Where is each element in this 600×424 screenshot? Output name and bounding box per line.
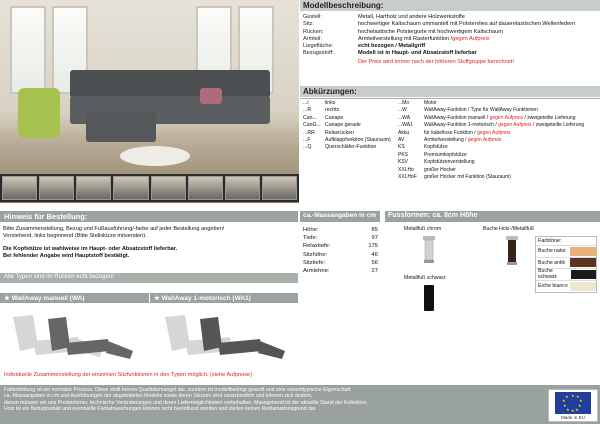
masse-row	[303, 267, 378, 275]
foot-holz-icon	[503, 234, 521, 270]
masse-value: 27	[371, 268, 378, 275]
thumbnail[interactable]	[151, 176, 186, 200]
modell-row	[303, 14, 599, 21]
hinweis-line: Die Kopfstütze ist wahlweise im Haupt- oder Absatzstoff lieferbar.	[3, 246, 178, 252]
thumbnail[interactable]	[76, 176, 111, 200]
modell-label: Gestell:	[303, 14, 322, 20]
star-icon: ★	[4, 295, 12, 302]
thumbnail[interactable]	[188, 176, 223, 200]
abk-key: Akku	[398, 129, 410, 136]
modell-label: Sitz:	[303, 21, 314, 28]
farbton-swatch	[571, 270, 596, 279]
farbton-name: Buche natur	[538, 248, 566, 255]
masse-table	[303, 226, 378, 275]
abk-key: ...l	[303, 100, 309, 106]
modell-value: Metall, Hartholz und andere Holzwerkstoffe	[358, 14, 465, 20]
abk-value: Querschläfer-Funktion	[325, 144, 377, 151]
thumbnail[interactable]	[113, 176, 148, 200]
wallaway-motor-bar	[150, 293, 298, 303]
farbton-swatch	[570, 282, 596, 291]
alle-typen-bar: Alle Typen sind im Rücken echt bezogen!	[0, 273, 298, 283]
abk-item	[398, 122, 600, 129]
farbton-row[interactable]	[536, 281, 596, 293]
star-icon: ★	[154, 295, 162, 302]
abk-value: für kabellose Funktion /	[424, 129, 478, 136]
modell-title: Modellbeschreibung:	[300, 0, 600, 11]
aufpreis-note: gegen Aufpreis	[477, 129, 511, 136]
abk-item	[398, 167, 600, 174]
abk-key: ...R	[303, 107, 312, 114]
individuelle-note: Individuelle Zusammenstellung der einzelnen Sitzfunktionen in den Typen möglich. (siehe Aufpreise)	[4, 372, 253, 378]
abk-key: AV	[398, 137, 405, 144]
masse-row	[303, 234, 378, 242]
svg-text:★: ★	[571, 393, 575, 398]
modell-value: echt bezogen / Metallgriff	[358, 43, 426, 50]
modell-label: Armteil:	[303, 35, 322, 42]
modell-label: Bezugsstoff:	[303, 50, 334, 57]
thumbnail[interactable]	[2, 176, 37, 200]
abk-key: ...RR	[303, 129, 315, 136]
eu-flag-icon	[549, 391, 597, 415]
abk-item	[398, 107, 600, 114]
farbton-name: Buche antik	[538, 259, 566, 266]
masse-value: 175	[368, 243, 378, 250]
modell-label: Rücken:	[303, 28, 324, 35]
recliner-manual-illustration	[8, 307, 138, 367]
aufpreis-note: gegen Aufpreis	[467, 137, 502, 144]
abk-item	[303, 100, 398, 107]
abk-value: Motor	[424, 100, 437, 106]
svg-text:★: ★	[579, 398, 583, 403]
sofa-back	[70, 70, 270, 98]
footer-line: ca.-Massangaben in cm und Ausführungen der abgebildeten Modelle sowie deren Skizzen sind unverbindlich und können sich ändern,	[4, 393, 313, 400]
abk-value: rechts	[325, 107, 340, 114]
abk-key: ...Q	[303, 144, 312, 151]
masse-label: Armlehne:	[303, 268, 330, 275]
modell-label: Liegefläche:	[303, 43, 334, 50]
modell-value: Modell ist in Haupt- und Absatzstoff lieferbar	[358, 50, 477, 57]
abk-value: WallAway-Funktion manuell /	[424, 114, 490, 121]
farbton-panel	[535, 236, 597, 293]
modell-row	[303, 21, 599, 28]
abk-item	[303, 115, 398, 122]
svg-text:★: ★	[576, 394, 580, 399]
masse-label: Höhe:	[303, 227, 319, 233]
masse-row	[303, 259, 378, 267]
modell-row	[303, 50, 599, 57]
wallaway-manual-label: WallAway manuell (WA)	[11, 295, 85, 302]
modell-row	[303, 29, 599, 36]
abk-key: ...F	[303, 137, 311, 144]
aufpreis-note: gegen Aufpreis	[452, 35, 490, 42]
masse-row	[303, 226, 378, 234]
foot-holz-label: Buche Holz-/Metallfuß	[483, 226, 535, 232]
window-decor	[10, 6, 46, 94]
svg-text:★: ★	[578, 403, 582, 408]
abk-item	[303, 130, 398, 137]
abk-key: ...Mo	[398, 100, 410, 106]
foot-chrom-icon	[420, 234, 438, 268]
hinweis-body	[3, 226, 297, 260]
modell-value: Armteilverstellung mit Rasterfunktion /	[358, 35, 453, 42]
hinweis-line: Bei fehlender Angabe wird Hauptstoff bestätigt.	[3, 253, 130, 259]
foot-chrom-label: Metallfuß chrom	[404, 226, 442, 232]
recliner-motor-illustration	[160, 307, 290, 367]
svg-text:★: ★	[571, 408, 575, 413]
masse-label: Sitzhöhe:	[303, 251, 328, 258]
abk-key: PKS	[398, 151, 409, 158]
wallaway-manual-bar	[0, 293, 149, 303]
masse-value: 97	[371, 235, 378, 242]
modell-value: hochelastische Polstergurte mit hochwertigem Kaltschaum	[358, 28, 503, 35]
modell-row	[303, 43, 599, 50]
abk-value: Relaxrücken	[325, 129, 354, 136]
svg-text:★: ★	[575, 407, 579, 412]
abk-item	[303, 137, 398, 144]
thumbnail[interactable]	[39, 176, 74, 200]
masse-row	[303, 242, 378, 250]
abk-value: links	[325, 100, 336, 106]
abk-key: XXLHo	[398, 166, 414, 173]
masse-label: Relaxtiefe:	[303, 243, 331, 250]
svg-text:★: ★	[563, 403, 567, 408]
modell-value: hochwertiger Kaltschaum ummantelt mit Polstervlies auf dauerelastischen Wellenfedern	[358, 21, 576, 28]
abk-key: ...WA	[398, 114, 411, 121]
abk-item	[398, 100, 600, 107]
thumbnail[interactable]	[262, 176, 297, 200]
abk-key: KSV	[398, 159, 409, 166]
masse-value: 46	[371, 251, 378, 258]
abk-item	[398, 144, 600, 151]
farbton-title: Farbtöne:	[536, 237, 596, 246]
svg-text:★: ★	[565, 394, 569, 399]
abk-left-list	[303, 100, 398, 152]
abk-value: Canape gerade	[325, 122, 361, 129]
abk-item	[303, 144, 398, 151]
footer-line: Faltenbildung ist ein normaler Prozess. Diese stellt keinen Qualitätsmangel dar, sondern ist modellbedingt gewollt und eine warenttypische Eigenschaft.	[4, 387, 352, 393]
farbton-row[interactable]	[536, 269, 596, 281]
abk-item	[398, 115, 600, 122]
abk-value: Armteilverstellung /	[424, 137, 468, 144]
modell-row	[303, 36, 599, 43]
abk-item	[398, 137, 600, 144]
aufpreis-note: gegen Aufpreis	[498, 122, 532, 129]
hinweis-title: Hinweis für Bestellung:	[0, 211, 298, 222]
foot-schwarz-label: Metallfuß schwarz	[404, 275, 446, 281]
wallaway-motor-label: WallAway 1-motorisch (WA1)	[161, 295, 251, 302]
masse-value: 85	[371, 227, 378, 233]
hinweis-line: Vorstehend, links beginnend (Bitte Stellskizze mitsenden).	[3, 233, 147, 239]
farbton-swatch	[570, 247, 596, 256]
footer-line: darum müssen wir uns Preisirrtümer, technische Veränderungen und deren Liefermöglichkeiten vorbehalten. Massgebend ist der aktuelle Stand der Kollektion.	[4, 399, 368, 406]
abk-key: ...W	[398, 107, 407, 114]
farbton-name: Eiche bianco	[538, 283, 568, 290]
abk-tail: / zweigeteilte Lieferung	[522, 114, 576, 121]
abk-value: Premiumkopfstütze	[424, 151, 467, 158]
masse-value: 56	[371, 259, 378, 266]
footer-disclaimer	[0, 385, 600, 424]
abk-key: KS	[398, 144, 405, 151]
preis-note: Der Preis wird immer nach der höheren Stoffgruppe berechnet!	[358, 58, 514, 65]
abk-value: Canape	[325, 114, 344, 121]
aufpreis-note: gegen Aufpreis	[489, 114, 523, 121]
abk-item	[303, 107, 398, 114]
abk-item	[398, 152, 600, 159]
footer-line: Holz ist ein Naturprodukt und eventuelle Farbabweichungen können nicht beeinflusst werden und stellen keinen Reklamationsgrund dar.	[4, 406, 317, 413]
abk-value: Kopfstützenverstellung	[424, 159, 475, 166]
rug	[120, 146, 190, 166]
abk-value: WallAway-Funktion 1-motorisch /	[424, 122, 499, 129]
thumbnail[interactable]	[225, 176, 260, 200]
svg-text:★: ★	[562, 398, 566, 403]
abk-item	[398, 159, 600, 166]
thumbnail-strip	[0, 174, 299, 202]
abk-item	[398, 130, 600, 137]
sofa-chaise	[86, 112, 156, 142]
abk-key: XXLHoF	[398, 174, 417, 181]
cushion	[200, 88, 222, 104]
svg-text:★: ★	[566, 407, 570, 412]
product-photo	[0, 0, 299, 203]
abk-title: Abkürzungen:	[300, 86, 600, 97]
foot-schwarz-icon	[420, 283, 438, 315]
abk-item	[303, 122, 398, 129]
abk-key: CanG...	[303, 122, 321, 129]
divider	[300, 98, 600, 99]
abk-value: Kopfstütze	[424, 144, 448, 151]
abk-key: ...WA1	[398, 122, 413, 129]
abk-item	[398, 174, 600, 181]
made-in-label: Made in EU	[560, 415, 585, 420]
abk-value: WallAway-Funktion / Type für WallAway Funktionen	[424, 107, 538, 114]
masse-title: ca.-Massangaben in cm	[300, 211, 380, 222]
made-in-eu-badge	[548, 389, 598, 422]
abk-value: großer Hocker	[424, 166, 456, 173]
modell-list	[303, 14, 599, 66]
hinweis-line: Bitte Zusammenstellung, Bezug und Fußausführung/-farbe auf jeder Bestellung angeben!	[3, 226, 225, 232]
masse-row	[303, 251, 378, 259]
armchair	[18, 88, 60, 138]
abk-value: großer Hocker mit Funktion (Stauraum)	[424, 174, 511, 181]
farbton-swatch	[570, 258, 596, 267]
abk-value: Aufklappfunktion (Stauraum)	[325, 137, 391, 144]
abk-tail: / zweigeteilte Lieferung	[531, 122, 585, 129]
abk-right-list	[398, 100, 600, 181]
masse-label: Sitztiefe:	[303, 259, 326, 266]
farbton-row[interactable]	[536, 246, 596, 258]
farbton-name: Buche schwarz	[538, 268, 558, 281]
fuss-title: Fussformen: ca. 8cm Höhe	[385, 211, 600, 222]
abk-key: Can...	[303, 114, 317, 121]
masse-label: Tiefe:	[303, 235, 318, 242]
